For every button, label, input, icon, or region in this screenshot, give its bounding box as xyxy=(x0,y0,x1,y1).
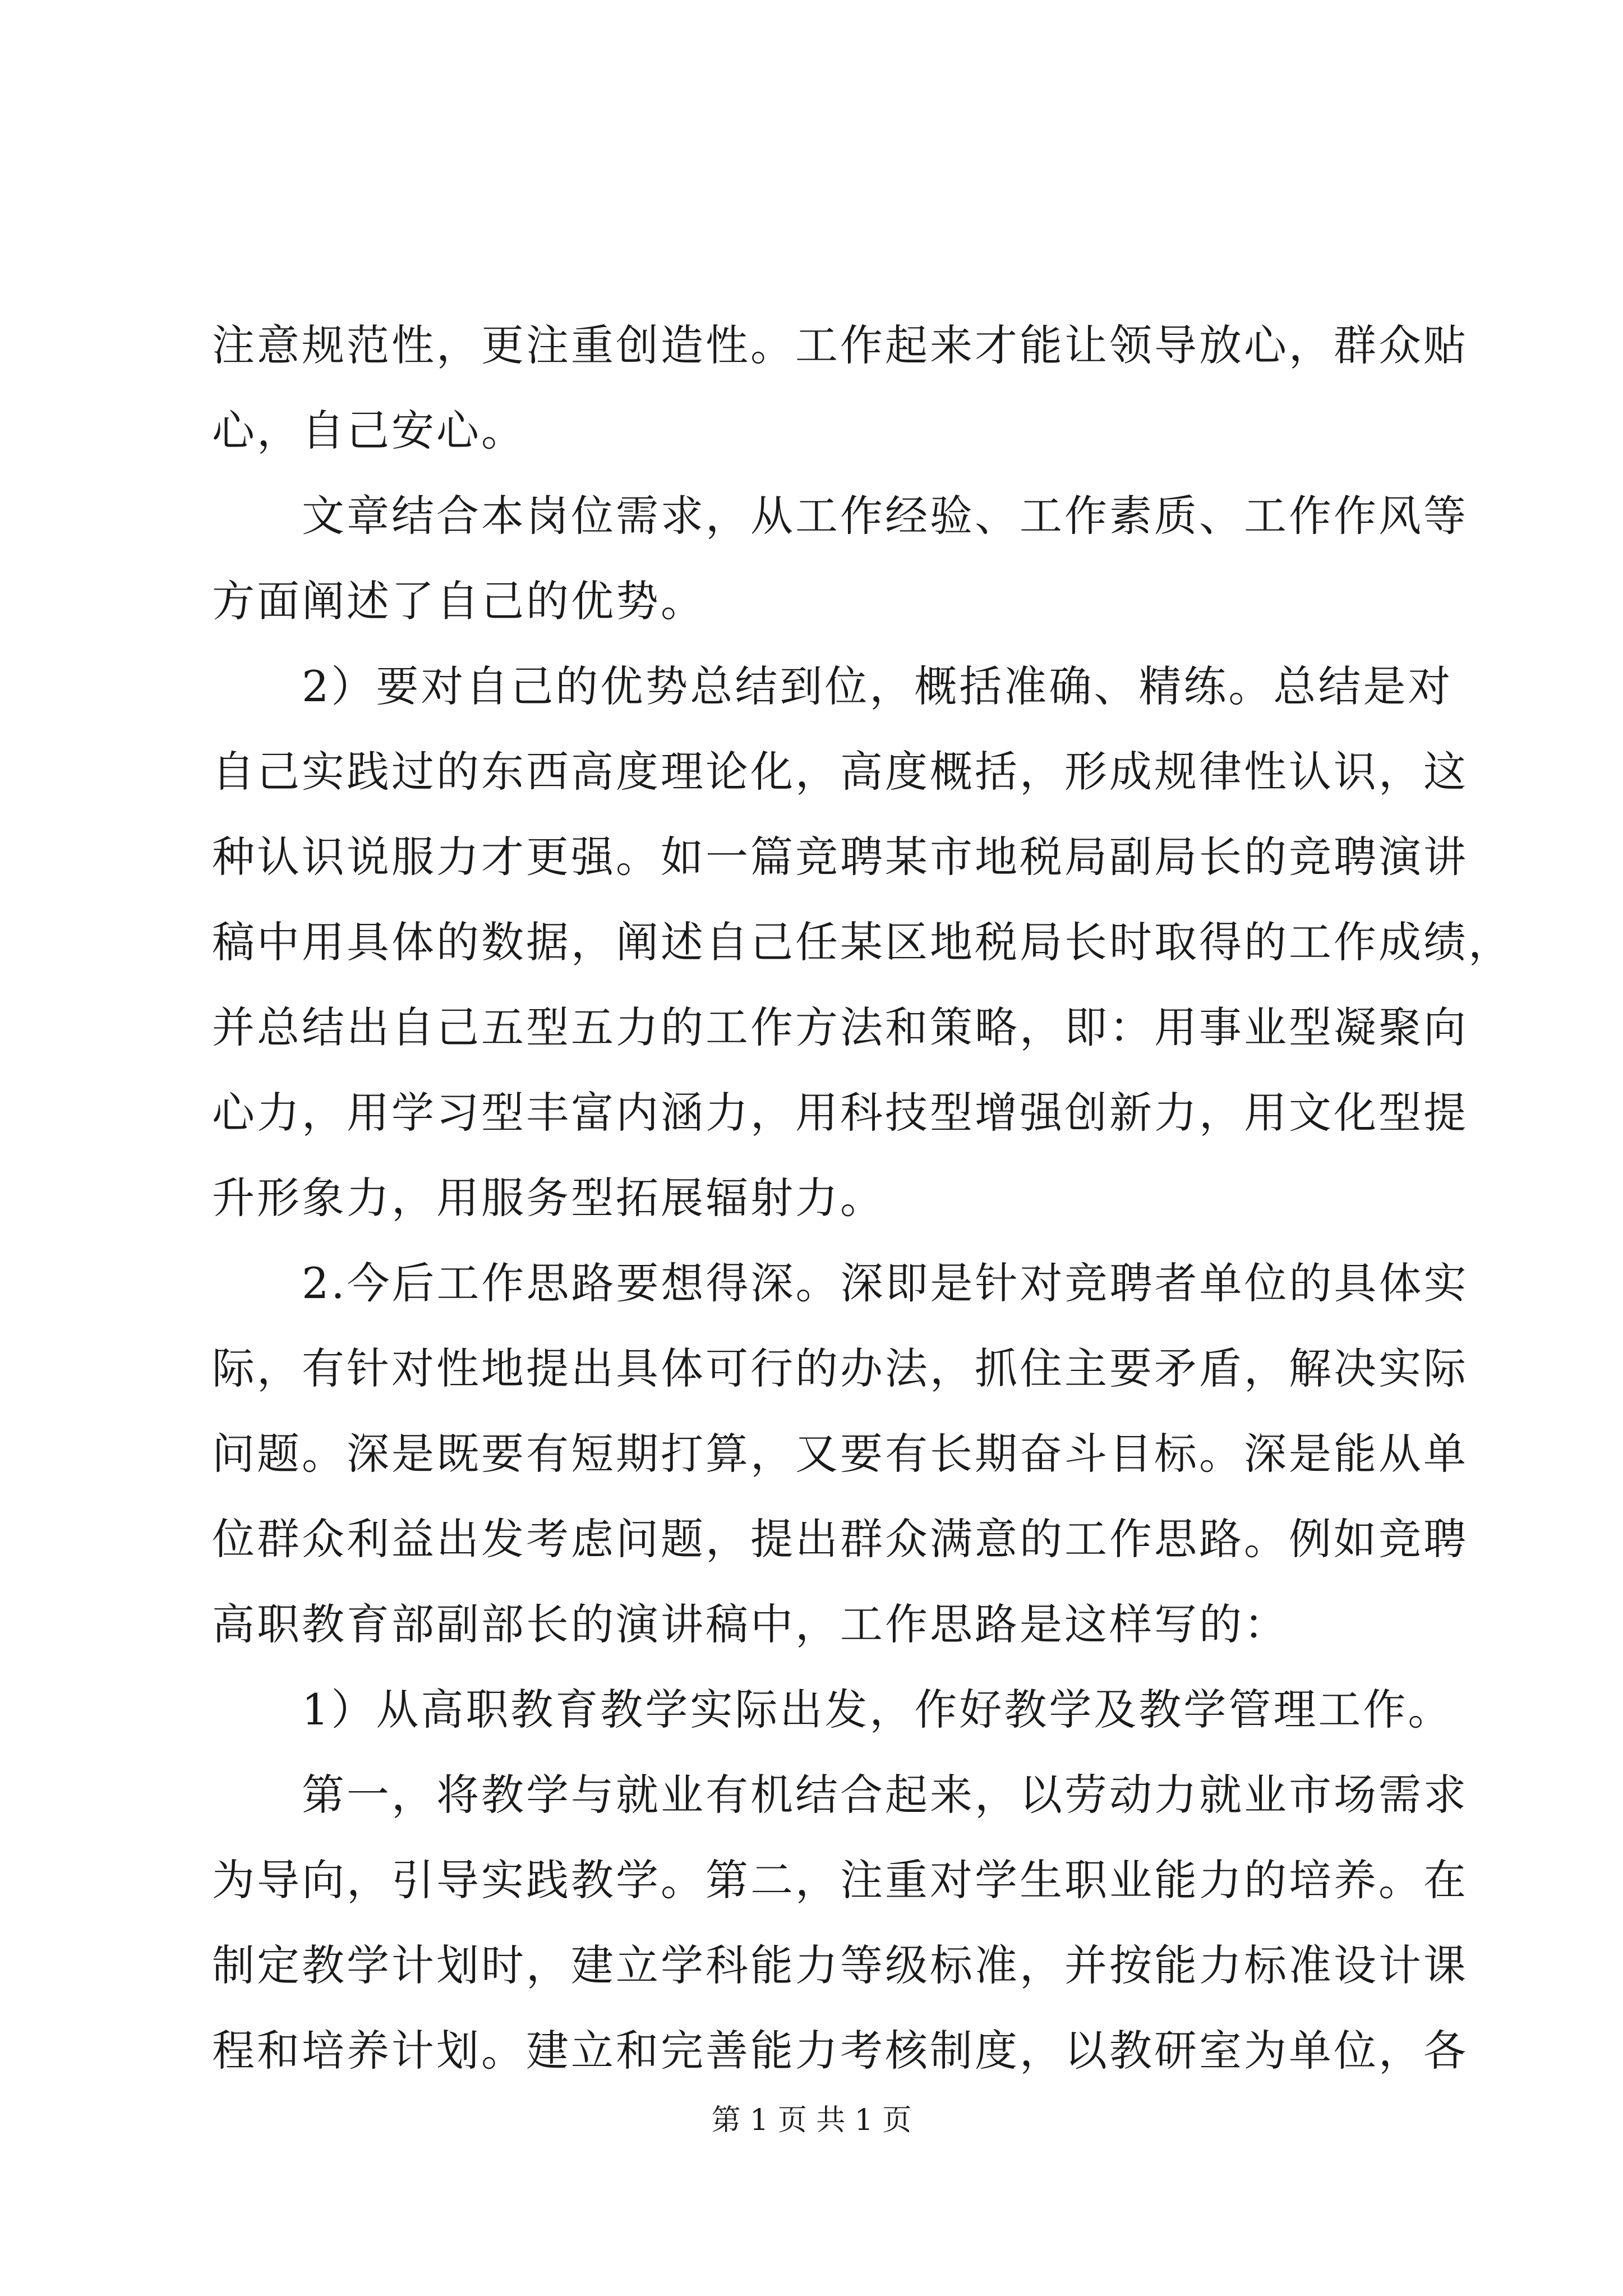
text-line: 高职教育部副部长的演讲稿中，工作思路是这样写的： xyxy=(212,1599,1289,1649)
text-line: 2.今后工作思路要想得深。深即是针对竞聘者单位的具体实 xyxy=(212,1258,1469,1308)
text-line: 问题。深是既要有短期打算，又要有长期奋斗目标。深是能从单 xyxy=(212,1429,1468,1479)
text-line: 自己实践过的东西高度理论化，高度概括，形成规律性认识，这 xyxy=(212,747,1468,797)
text-line: 为导向，引导实践教学。第二，注重对学生职业能力的培养。在 xyxy=(212,1855,1468,1905)
text-line: 种认识说服力才更强。如一篇竞聘某市地税局副局长的竞聘演讲 xyxy=(212,832,1468,882)
body-text xyxy=(212,303,1513,2093)
text-line: 升形象力，用服务型拓展辐射力。 xyxy=(212,1173,885,1223)
text-line: 程和培养计划。建立和完善能力考核制度，以教研室为单位，各 xyxy=(212,2026,1468,2076)
text-line: 第一，将教学与就业有机结合起来，以劳动力就业市场需求 xyxy=(212,1770,1468,1820)
text-line: 际，有针对性地提出具体可行的办法，抓住主要矛盾，解决实际 xyxy=(212,1343,1468,1393)
text-line: 制定教学计划时，建立学科能力等级标准，并按能力标准设计课 xyxy=(212,1940,1468,1990)
text-line: 2）要对自己的优势总结到位，概括准确、精练。总结是对 xyxy=(212,661,1453,711)
text-line: 心力，用学习型丰富内涵力，用科技型增强创新力，用文化型提 xyxy=(212,1088,1468,1138)
text-line: 文章结合本岗位需求，从工作经验、工作素质、工作作风等 xyxy=(212,491,1468,541)
text-line: 稿中用具体的数据，阐述自己任某区地税局长时取得的工作成绩， xyxy=(212,917,1513,967)
text-line: 方面阐述了自己的优势。 xyxy=(212,576,706,626)
text-line: 1）从高职教育教学实际出发，作好教学及教学管理工作。 xyxy=(212,1685,1453,1734)
text-line: 心，自己安心。 xyxy=(212,406,526,455)
text-line: 并总结出自己五型五力的工作方法和策略，即：用事业型凝聚向 xyxy=(212,1002,1468,1052)
page-footer: 第 1 页 共 1 页 xyxy=(711,2104,912,2137)
text-line: 位群众利益出发考虑问题，提出群众满意的工作思路。例如竞聘 xyxy=(212,1514,1468,1564)
text-line: 注意规范性，更注重创造性。工作起来才能让领导放心，群众贴 xyxy=(212,320,1468,370)
